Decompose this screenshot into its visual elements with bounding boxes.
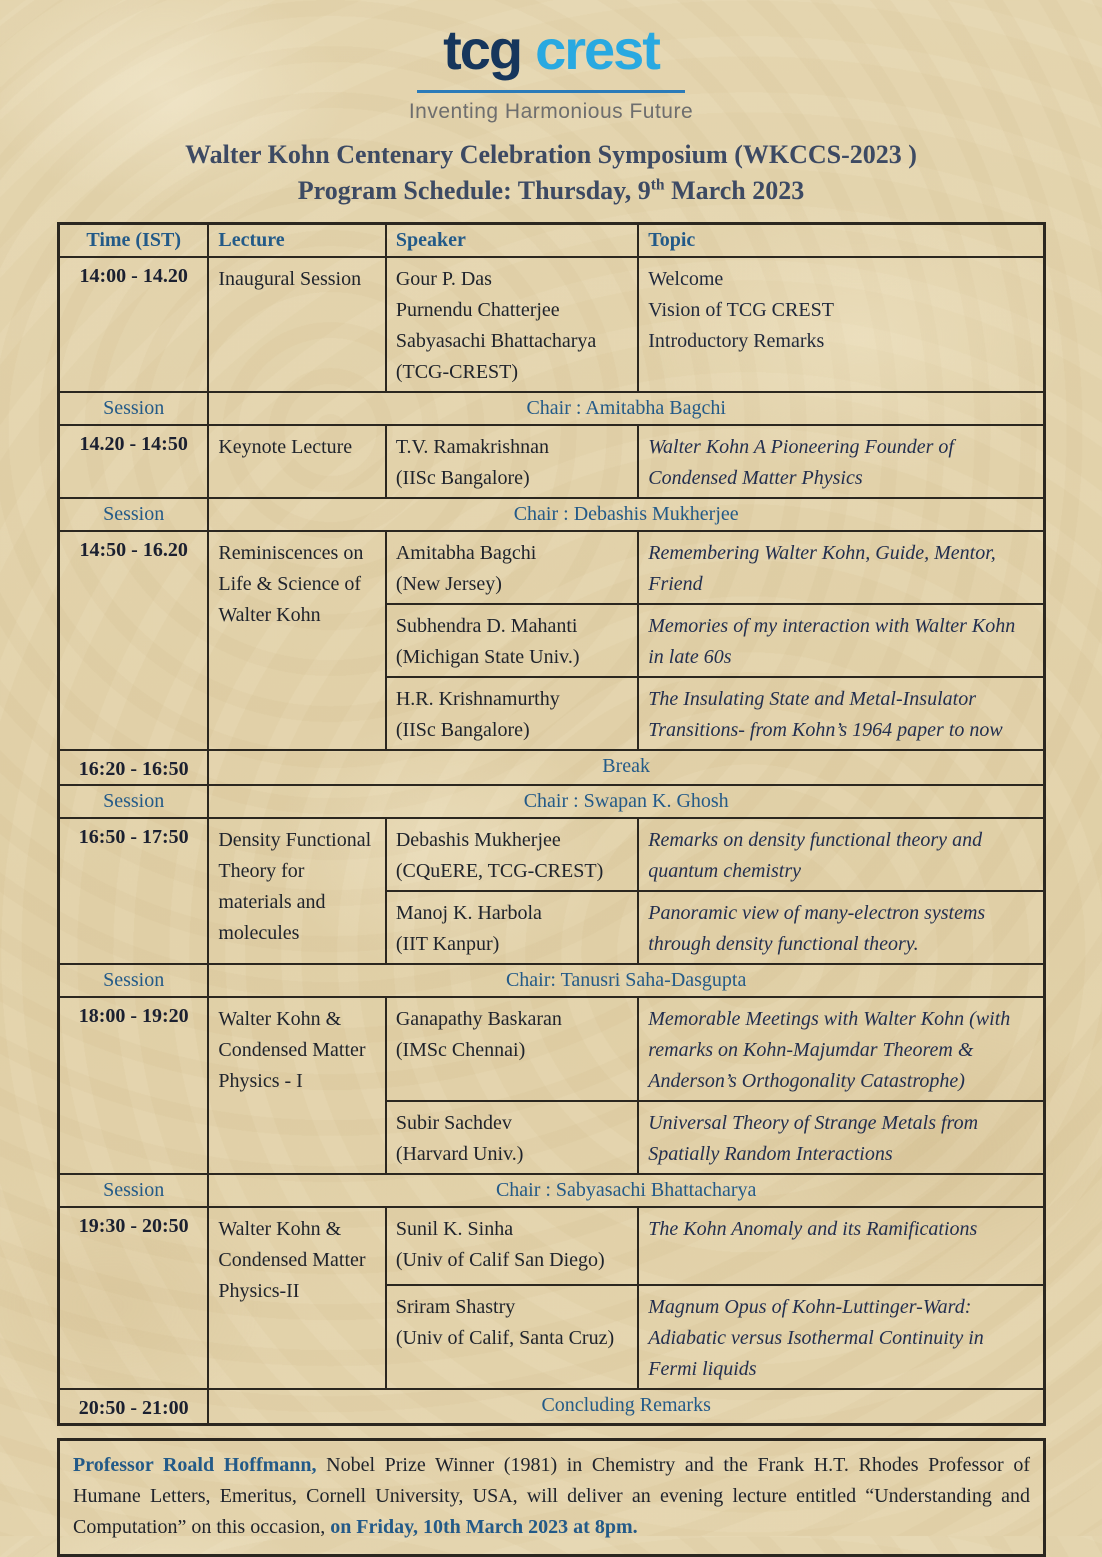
- break-label: Break: [208, 750, 1044, 785]
- chair-cell: Chair : Amitabha Bagchi: [208, 392, 1044, 425]
- table-row-dft-1: [59, 818, 1045, 891]
- col-header-speaker: Speaker: [386, 223, 638, 257]
- time-cell: 14.20 - 14:50: [59, 425, 209, 498]
- concluding-label: Concluding Remarks: [208, 1389, 1044, 1425]
- table-row-cmp1-1: [59, 997, 1045, 1101]
- logo-word-tcg: tcg: [443, 18, 522, 81]
- speaker-cell: H.R. Krishnamurthy (IISc Bangalore): [386, 677, 638, 750]
- session-label: Session: [59, 1174, 209, 1207]
- topic-cell: Remarks on density functional theory and quantum chemistry: [638, 818, 1044, 891]
- notice-lead: Professor Roald Hoffmann,: [73, 1453, 317, 1476]
- chair-cell: Chair : Debashis Mukherjee: [208, 498, 1044, 531]
- speaker-cell: T.V. Ramakrishnan (IISc Bangalore): [386, 425, 638, 498]
- speaker-cell: Subhendra D. Mahanti (Michigan State Univ.): [386, 604, 638, 677]
- ordinal-suffix: th: [650, 176, 665, 194]
- topic-cell: Welcome Vision of TCG CREST Introductory Remarks: [638, 257, 1044, 392]
- session-row: [59, 498, 1045, 531]
- page-title: [0, 137, 1102, 210]
- lecture-cell: Keynote Lecture: [208, 425, 385, 498]
- logo-underline: [417, 90, 685, 93]
- chair-cell: Chair : Swapan K. Ghosh: [208, 785, 1044, 818]
- table-row-keynote: [59, 425, 1045, 498]
- title-line-1: Walter Kohn Centenary Celebration Symposium (WKCCS-2023 ): [185, 140, 917, 169]
- schedule-container: [57, 222, 1046, 1426]
- chair-cell: Chair : Sabyasachi Bhattacharya: [208, 1174, 1044, 1207]
- topic-cell: Panoramic view of many-electron systems through density functional theory.: [638, 891, 1044, 964]
- logo-tagline: Inventing Harmonious Future: [408, 100, 694, 123]
- topic-cell: Memorable Meetings with Walter Kohn (with remarks on Kohn-Majumdar Theorem & Anderson’s Orthogonality Catastrophe): [638, 997, 1044, 1101]
- speaker-cell: Debashis Mukherjee (CQuERE, TCG-CREST): [386, 818, 638, 891]
- concluding-row: [59, 1389, 1045, 1425]
- session-label: Session: [59, 964, 209, 997]
- session-row: [59, 1174, 1045, 1207]
- session-label: Session: [59, 392, 209, 425]
- speaker-cell: Amitabha Bagchi (New Jersey): [386, 531, 638, 604]
- table-row-cmp2-1: [59, 1207, 1045, 1285]
- session-label: Session: [59, 785, 209, 818]
- session-row: [59, 392, 1045, 425]
- time-cell: 18:00 - 19:20: [59, 997, 209, 1174]
- topic-cell: The Kohn Anomaly and its Ramifications: [638, 1207, 1044, 1285]
- speaker-cell: Manoj K. Harbola (IIT Kanpur): [386, 891, 638, 964]
- speaker-cell: Subir Sachdev (Harvard Univ.): [386, 1101, 638, 1174]
- time-cell: 16:20 - 16:50: [59, 750, 209, 785]
- speaker-cell: Gour P. Das Purnendu Chatterjee Sabyasachi Bhattacharya (TCG-CREST): [386, 257, 638, 392]
- topic-cell: Remembering Walter Kohn, Guide, Mentor, Friend: [638, 531, 1044, 604]
- program-schedule-table: [57, 222, 1046, 1426]
- topic-cell: Universal Theory of Strange Metals from Spatially Random Interactions: [638, 1101, 1044, 1174]
- topic-cell: Magnum Opus of Kohn-Luttinger-Ward: Adiabatic versus Isothermal Continuity in Fermi liquids: [638, 1285, 1044, 1389]
- col-header-lecture: Lecture: [208, 223, 385, 257]
- table-row-reminiscences-1: [59, 531, 1045, 604]
- title-line-2: Program Schedule: Thursday, 9th March 2023: [297, 176, 805, 206]
- lecture-cell: Walter Kohn & Condensed Matter Physics-II: [208, 1207, 385, 1389]
- lecture-cell: Walter Kohn & Condensed Matter Physics - I: [208, 997, 385, 1174]
- evening-lecture-notice: [57, 1438, 1046, 1557]
- time-cell: 14:50 - 16.20: [59, 531, 209, 750]
- tcg-crest-logo: [0, 18, 1102, 124]
- topic-cell: Walter Kohn A Pioneering Founder of Condensed Matter Physics: [638, 425, 1044, 498]
- break-row: [59, 750, 1045, 785]
- chair-cell: Chair: Tanusri Saha-Dasgupta: [208, 964, 1044, 997]
- topic-cell: Memories of my interaction with Walter Kohn in late 60s: [638, 604, 1044, 677]
- session-label: Session: [59, 498, 209, 531]
- topic-cell: The Insulating State and Metal-Insulator Transitions- from Kohn’s 1964 paper to now: [638, 677, 1044, 750]
- lecture-cell: Inaugural Session: [208, 257, 385, 392]
- logo-word-crest: crest: [535, 18, 659, 81]
- lecture-cell: Density Functional Theory for materials and molecules: [208, 818, 385, 964]
- speaker-cell: Sunil K. Sinha (Univ of Calif San Diego): [386, 1207, 638, 1285]
- notice-highlight: on Friday, 10th March 2023 at 8pm.: [330, 1515, 638, 1538]
- table-row-inaugural: [59, 257, 1045, 392]
- session-row: [59, 964, 1045, 997]
- notice-body: Nobel Prize Winner (1981) in Chemistry and the Frank H.T. Rhodes Professor of Humane Letters, Emeritus, Cornell University, USA, will deliver an evening lecture entitled “Understanding and Computation” on this occasion,: [73, 1453, 1030, 1538]
- session-row: [59, 785, 1045, 818]
- col-header-topic: Topic: [638, 223, 1044, 257]
- col-header-time: Time (IST): [59, 223, 209, 257]
- speaker-cell: Sriram Shastry (Univ of Calif, Santa Cruz): [386, 1285, 638, 1389]
- time-cell: 20:50 - 21:00: [59, 1389, 209, 1425]
- time-cell: 16:50 - 17:50: [59, 818, 209, 964]
- time-cell: 19:30 - 20:50: [59, 1207, 209, 1389]
- time-cell: 14:00 - 14.20: [59, 257, 209, 392]
- lecture-cell: Reminiscences on Life & Science of Walter Kohn: [208, 531, 385, 750]
- table-header-row: [59, 223, 1045, 257]
- logo-wordmark: [0, 18, 1102, 81]
- speaker-cell: Ganapathy Baskaran (IMSc Chennai): [386, 997, 638, 1101]
